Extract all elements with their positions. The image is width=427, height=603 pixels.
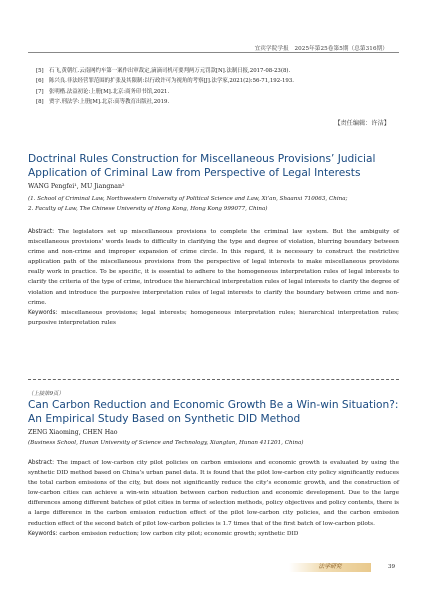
article1-title: Doctrinal Rules Construction for Miscellaneous Provisions’ Judicial Application of Criminal Law from Perspective of Legal Interests (28, 153, 376, 179)
reference-text: 石飞,黄朝红.云南网约车第一案作出审裁定,滴滴司机可要判两万元罚款[N].法制日报,2017-08-23(8). (49, 68, 291, 74)
keywords-text: carbon emission reduction; low carbon city pilot; economic growth; synthetic DID (57, 530, 299, 537)
running-header: 宜宾学院学报 2025年第25卷第5期（总第316期） (254, 46, 388, 52)
reference-number: [8] (36, 98, 44, 105)
article2-abstract-block (28, 458, 399, 539)
section-divider (28, 379, 399, 380)
article2-abstract (28, 458, 399, 529)
reference-number: [5] (36, 68, 44, 74)
article2-title: Can Carbon Reduction and Economic Growth Be a Win-win Situation?: An Empirical Study Based on Synthetic DID Method (28, 399, 399, 425)
reference-text: 陈兴良.非法经营罪范围的扩张及其限制:以行政许可为视角的考察[J].法学家,2021(2):56-71,192-193. (49, 78, 294, 85)
abstract-text: The legislators set up miscellaneous provisions to complete the criminal law system. But the ambiguity of miscellaneous provisions’ words leads to difficulty in clarifying the type and degree of violation, blurring boundary between crime and non-crime and improper expansion of crime circle. In this regard, it is necessary to construct the restrictive application path of the miscellaneous provisions from the perspective of legal interests to make miscellaneous provisions really work in practice. To be specific, it is essential to adhere to the homogeneous interpretation rules of legal interests to clarify the criteria of the type of crime, introduce the hierarchical interpretation rules of legal interests to clarify the degree of violation and introduce the purposive interpretation rules of legal interests to clarify the boundary between crime and non-crime. (28, 229, 399, 306)
reference-text: 张明楷.法益初论:上册[M].北京:商务印书馆,2021. (49, 88, 170, 95)
reference-text: 贾宇.刑法学:上册[M].北京:高等教育出版社,2019. (49, 98, 170, 105)
article2-keywords (28, 529, 399, 539)
abstract-text: The impact of low-carbon city pilot policies on carbon emissions and economic growth is evaluated by using the synthetic DID method based on China’s urban panel data. It is found that the pilot low-carbon city policy significantly reduces the total carbon emissions of the city, but does not significantly reduce the city’s economic growth, and the construction of low-carbon cities can achieve a win-win situation between carbon reduction and economic development. Due to the large differences among different batches of pilot cities in terms of selection methods, policy objectives and policy contents, there is a large difference in the carbon emission reduction effect of the pilot low-carbon city policies, and the carbon emission reduction effect of the second batch of pilot low-carbon policies is 1.7 times that of the first batch of low-carbon pilots. (28, 460, 399, 527)
header-rule (28, 52, 399, 53)
continued-note: （上接第9页） (28, 391, 64, 397)
reference-number: [7] (36, 88, 44, 95)
keywords-label: Keywords: (28, 309, 58, 316)
reference-item (36, 87, 396, 97)
reference-item (36, 97, 396, 107)
keywords-text: miscellaneous provisions; legal interests; homogeneous interpretation rules; hierarchical interpretation rules; purposive interpretation rules (28, 309, 399, 326)
reference-number: [6] (36, 78, 44, 85)
article2-authors: ZENG Xiaoming, CHEN Hao (28, 429, 118, 436)
editor-note: 【责任编辑：许洁】 (334, 120, 390, 127)
reference-item (36, 66, 396, 76)
keywords-label: Keywords: (28, 530, 58, 537)
abstract-label: Abstract: (28, 460, 55, 466)
reference-list (36, 66, 396, 107)
affiliation-line: (1. School of Criminal Law, Northwestern University of Political Science and Law, Xi’an, Shaanxi 710063, China; (28, 196, 348, 202)
affiliation-line: 2. Faculty of Law, The Chinese University of Hong Kong, Hong Kong 999077, China) (28, 205, 268, 212)
article1-keywords (28, 308, 399, 328)
article1-abstract (28, 227, 399, 308)
article1-abstract-block (28, 227, 399, 328)
article2-affiliation: (Business School, Hunan University of Science and Technology, Xiangtan, Hunan 411201, China) (28, 440, 304, 446)
reference-item (36, 76, 396, 86)
article1-authors: WANG Pengfei¹, MU Jiangnan² (28, 183, 125, 190)
page-number: 39 (388, 564, 396, 570)
journal-section-tag: 法学研究 (289, 563, 371, 572)
article1-affiliations (28, 195, 347, 214)
abstract-label: Abstract: (28, 229, 55, 235)
